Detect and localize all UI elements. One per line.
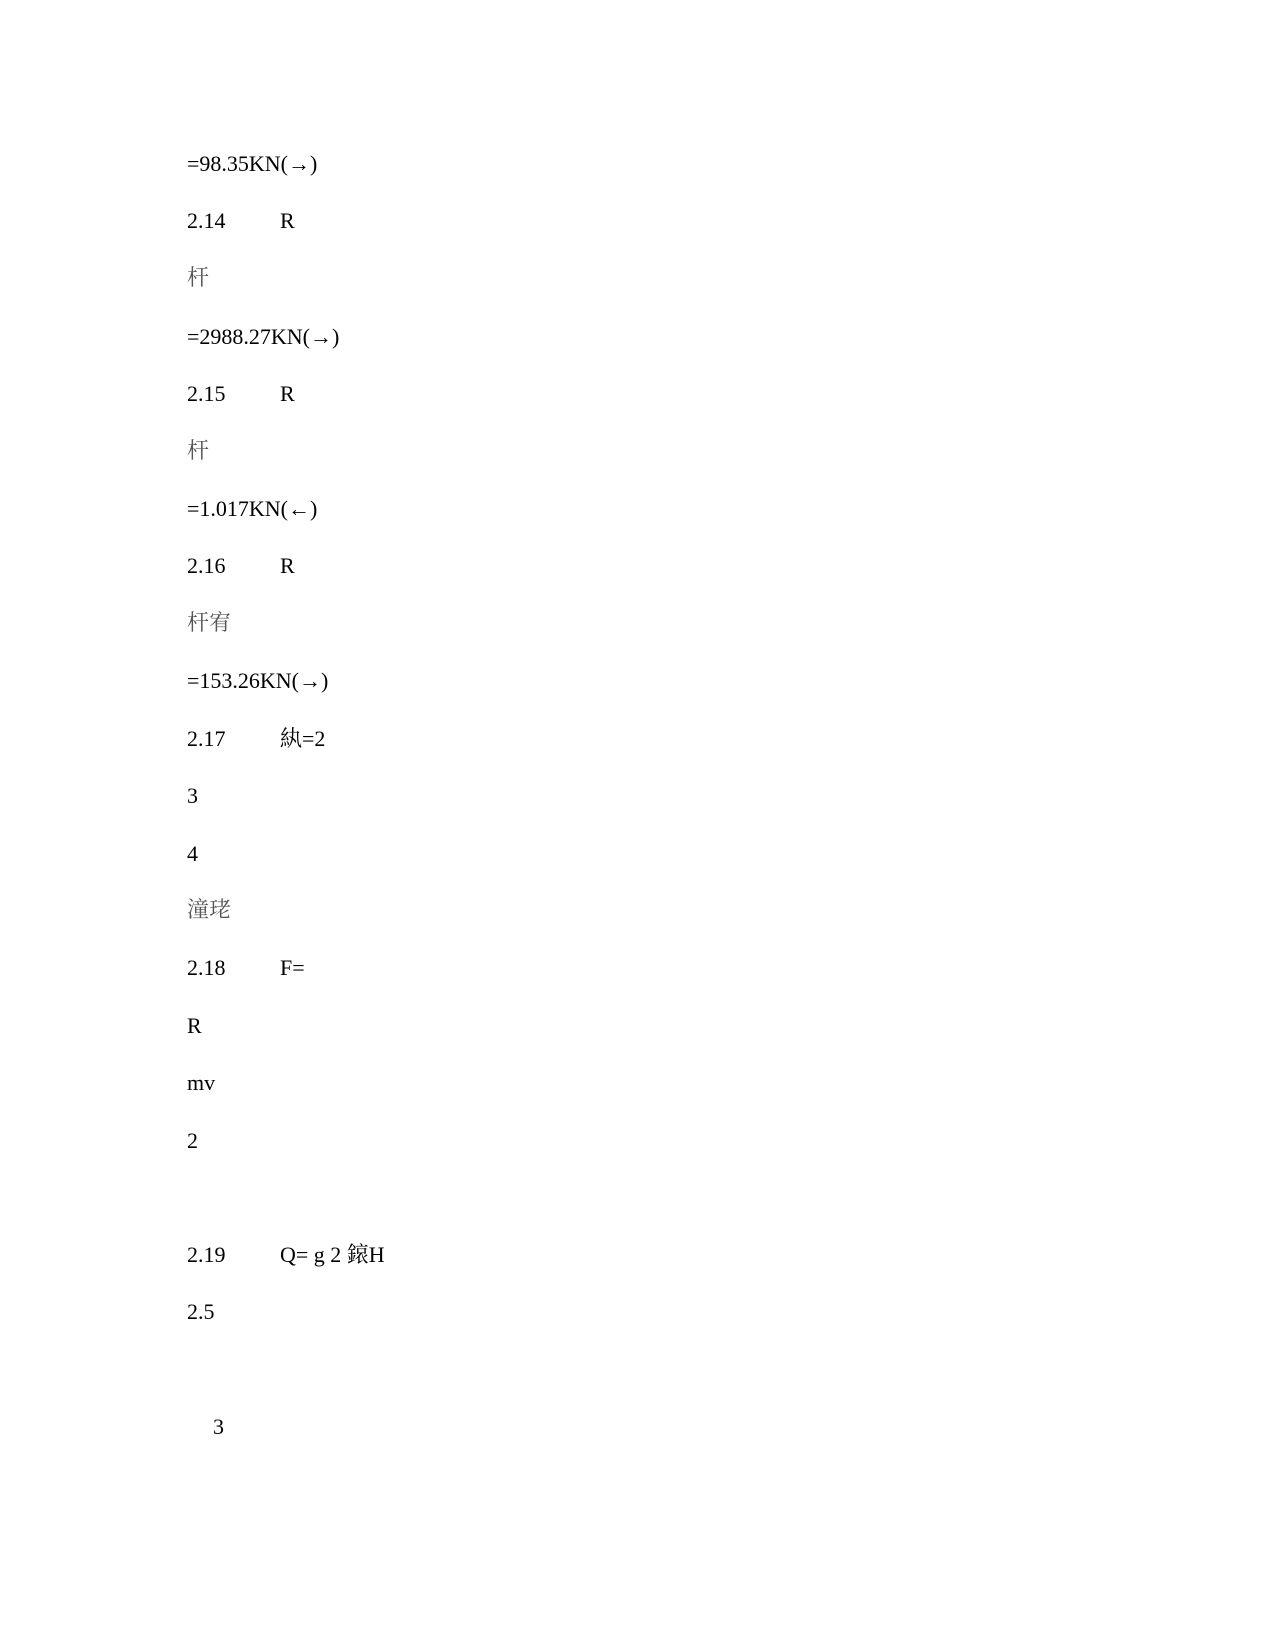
problem-line-2-18 [187,955,305,981]
equation-line [187,324,339,350]
equation-line [187,151,317,177]
line-text: R [280,553,295,578]
equation-line [187,668,328,694]
line-text: 紈=2 [280,726,326,751]
text-line [187,1299,215,1325]
problem-number: 2.18 [187,955,226,980]
problem-number: 2.14 [187,208,226,233]
line-text: =1.017KN(←) [187,496,318,521]
line-text: =153.26KN(→) [187,668,329,693]
text-line [187,898,231,924]
line-text: 2.5 [187,1299,215,1324]
text-line [187,439,209,465]
line-text: R [187,1013,202,1038]
problem-line-2-19 [187,1242,385,1268]
line-text: F= [280,955,305,980]
problem-number: 2.17 [187,726,226,751]
problem-number: 2.15 [187,381,226,406]
problem-line-2-14 [187,208,295,234]
line-text: mv [187,1070,216,1095]
line-text: =98.35KN(→) [187,151,318,176]
problem-line-2-17 [187,726,325,752]
line-text: 杆 [187,439,210,464]
line-text: R [280,381,295,406]
line-text: 杆 [187,266,210,291]
problem-number: 2.16 [187,553,226,578]
equation-line [187,496,317,522]
line-text: 杆宥 [187,611,232,636]
page-number-text: 3 [213,1414,224,1439]
problem-number: 2.19 [187,1242,226,1267]
text-line [187,611,231,637]
line-text: 2 [187,1128,198,1153]
text-line [187,1128,198,1154]
line-text: R [280,208,295,233]
line-text: =2988.27KN(→) [187,324,340,349]
problem-line-2-15 [187,381,295,407]
text-line [187,841,198,867]
line-text: 3 [187,783,198,808]
text-line [187,1013,202,1039]
line-text: 潼珯 [187,898,232,923]
line-text: 4 [187,841,198,866]
page-number [213,1414,224,1440]
text-line [187,783,198,809]
text-line [187,266,209,292]
text-line [187,1070,215,1096]
problem-line-2-16 [187,553,295,579]
line-text: Q= g 2 鎄H [280,1242,385,1267]
